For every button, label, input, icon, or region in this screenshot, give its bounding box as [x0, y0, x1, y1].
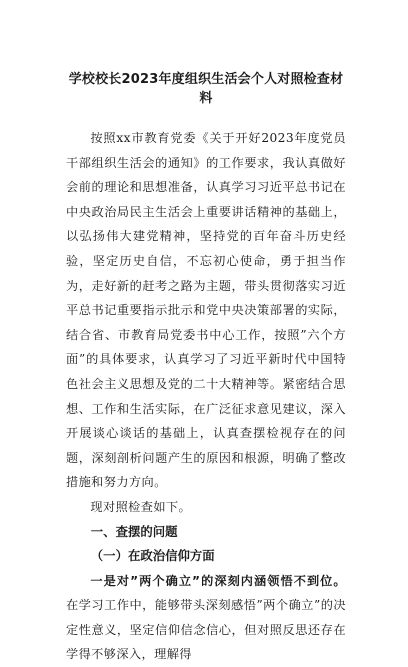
subsection-heading-political-belief: （一）在政治信仰方面	[90, 548, 215, 564]
point-one-paragraph	[66, 569, 346, 667]
point-one-lead: 一是对”两个确立”的深刻内涵领悟不到位。	[90, 573, 346, 588]
document-title: 学校校长2023年度组织生活会个人对照检查材料	[68, 72, 344, 106]
report-intro-line: 现对照检查如下。	[90, 499, 192, 514]
section-heading-problems: 一、查摆的问题	[90, 523, 178, 539]
intro-paragraph: 按照xx市教育党委《关于开好2023年度党员干部组织生活会的通知》的工作要求，我认真做好会前的理论和思想准备，认真学习习近平总书记在中央政治局民主生活会上重要讲话精神的基础上，以弘扬伟大建党精神，坚持党的百年奋斗历史经验，坚定历史自信，不忘初心使命，勇于担当作为，走好新的赶考之路为主题，带头贯彻落实习近平总书记重要指示批示和党中央决策部署的实际，结合省、市教育局党委书中心工作，按照”六个方面”的具体要求，认真学习了习近平新时代中国特色社会主义思想及党的二十大精神等。紧密结合思想、工作和生活实际，在广泛征求意见建议，深入开展谈心谈话的基础上，认真查摆检视存在的问题，深刻剖析问题产生的原因和根源，明确了整改措施和努力方向。	[66, 131, 346, 490]
point-one-text: 在学习工作中，能够带头深刻感悟”两个确立”的决定性意义，坚定信仰信念信心，但对照反思还存在学得不够深入，理解得	[66, 598, 346, 662]
